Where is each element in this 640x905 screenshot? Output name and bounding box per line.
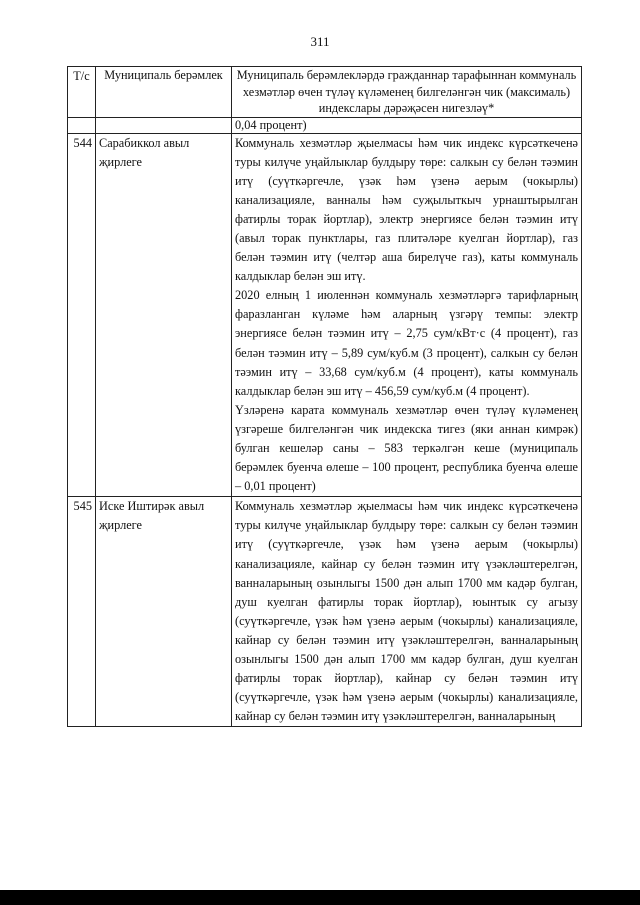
scan-bottom-border xyxy=(0,890,640,905)
index-table xyxy=(67,66,582,727)
table-header-row xyxy=(68,67,582,118)
continuation-row xyxy=(68,117,582,133)
header-number: Т/с xyxy=(68,67,96,118)
paragraph: Коммуналь хезмәтләр җыелмасы һәм чик индекс күрсәткеченә туры килүче уңайлыклар булдыру төре: салкын су белән тәэмин итү (суүткәргечле, үзәк һәм үзенә аерым (чокырлы) канализацияле, ванналы һәм суҗылыткыч урнаштырылган фатирлы торак йортлар), электр энергиясе белән тәэмин итү (авыл торак пунктлары, газ плитәләре куелган йортлар), газ белән тәэмин итү (челтәр аша бирелүче газ), каты коммуналь калдыклар белән эш итү. xyxy=(235,135,578,284)
paragraph: Коммуналь хезмәтләр җыелмасы һәм чик индекс күрсәткеченә туры килүче уңайлыклар булдыру төре: салкын су белән тәэмин итү (суүткәргечле, үзәк һәм үзенә аерым (чокырлы) канализацияле, кайнар су белән тәэмин итү үзәкләштерелгән, ванналарының озынлыгы 1500 дән алып 1700 мм кадәр булган, душ куелган фатирлы торак йортлар), юынтык су агызу (суүткәргечле, үзәк һәм үзенә аерым (чокырлы) канализацияле, кайнар су белән тәэмин итү үзәкләштерелгән, ванналарының озынлыгы 1500 дән алып 1700 мм кадәр булган, душ куелган фатирлы торак йортлар), кайнар су белән тәэмин итү (суүткәргечле, үзәк һәм үзенә аерым (чокырлы) канализацияле, кайнар су белән тәэмин итү үзәкләштерелгән, ванналарының xyxy=(235,499,578,724)
row-municipality: Иске Иштирәк авыл җирлеге xyxy=(96,497,232,727)
row-number: 545 xyxy=(68,497,96,727)
row-justification xyxy=(232,133,582,497)
continuation-text: 0,04 процент) xyxy=(232,117,582,133)
continuation-empty-municipality xyxy=(96,117,232,133)
header-municipality: Муниципаль берәмлек xyxy=(96,67,232,118)
row-number: 544 xyxy=(68,133,96,497)
table-row xyxy=(68,133,582,497)
page-number: 311 xyxy=(310,34,330,49)
header-index-justification: Муниципаль берәмлекләрдә гражданнар тарафыннан коммуналь хезмәтләр өчен түләү күләменең билгеләнгән чик (максималь) индекслары дәрәҗәсен нигезләү* xyxy=(232,67,582,118)
row-municipality: Сарабиккол авыл җирлеге xyxy=(96,133,232,497)
row-justification xyxy=(232,497,582,727)
table-row xyxy=(68,497,582,727)
paragraph: Үзләренә карата коммуналь хезмәтләр өчен түләү күләменең үзгәреше билгеләнгән чик индекска тигез (яки аннан кимрәк) булган кешеләр саны – 583 теркәлгән кеше (муниципаль берәмлек буенча өлеше – 100 процент, республика буенча өлеше – 0,01 процент) xyxy=(235,402,578,494)
paragraph: 2020 елның 1 июленнән коммуналь хезмәтләргә тарифларның фаразланган күләме һәм аларның үзгәрү темпы: электр энергиясе белән тәэмин итү – 2,75 сум/кВт·с (4 процент), газ белән тәэмин итү – 5,89 сум/куб.м (3 процент), салкын су белән тәэмин итү – 33,68 сум/куб.м (4 процент), каты коммуналь калдыклар белән эш итү – 456,59 сум/куб.м (4 процент). xyxy=(235,288,578,398)
continuation-empty-number xyxy=(68,117,96,133)
